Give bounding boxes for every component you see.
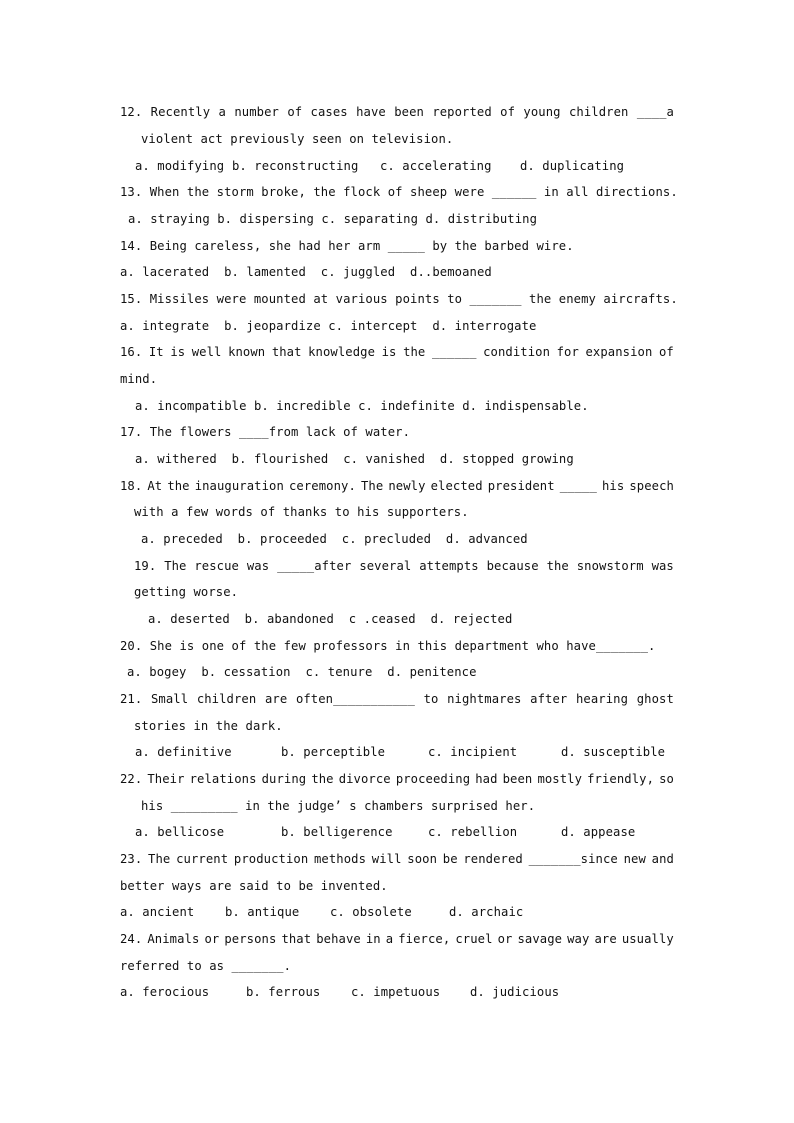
question-21-option-d: d. susceptible (561, 745, 666, 759)
question-15-options: a. integrate b. jeopardize c. intercept d. interrogate (120, 319, 537, 333)
question-23-stem-continued: better ways are said to be invented. (120, 879, 388, 893)
question-12-option-a: a. modifying (135, 159, 225, 173)
question-20-options: a. bogey b. cessation c. tenure d. penitence (127, 665, 477, 679)
question-20-stem: 20. She is one of the few professors in this department who have_______. (120, 639, 656, 653)
question-22-option-b: b. belligerence (281, 825, 393, 839)
question-13-options: a. straying b. dispersing c. separating d. distributing (128, 212, 538, 226)
question-15-stem: 15. Missiles were mounted at various points to _______ the enemy aircrafts. (120, 292, 678, 306)
question-24-stem-continued: referred to as _______. (120, 959, 292, 973)
question-19-stem-continued: getting worse. (134, 585, 239, 599)
question-12-option-d: d. duplicating (520, 159, 625, 173)
question-18-options: a. preceded b. proceeded c. precluded d. advanced (141, 532, 528, 546)
question-17-options: a. withered b. flourished c. vanished d. stopped growing (135, 452, 574, 466)
question-14-options: a. lacerated b. lamented c. juggled d..bemoaned (120, 265, 492, 279)
question-21-option-a: a. definitive (135, 745, 232, 759)
question-21-option-b: b. perceptible (281, 745, 386, 759)
question-16-stem: 16. It is well known that knowledge is the ______ condition for expansion of (120, 345, 674, 359)
question-23-option-a: a. ancient (120, 905, 195, 919)
question-16-options: a. incompatible b. incredible c. indefinite d. indispensable. (135, 399, 589, 413)
question-24-option-a: a. ferocious (120, 985, 210, 999)
question-12-option-c: c. accelerating (380, 159, 492, 173)
question-19-options: a. deserted b. abandoned c .ceased d. rejected (148, 612, 513, 626)
question-17-stem: 17. The flowers ____from lack of water. (120, 425, 411, 439)
question-24-option-d: d. judicious (470, 985, 560, 999)
question-23-stem: 23. The current production methods will soon be rendered _______since new and (120, 852, 674, 866)
question-23-option-d: d. archaic (449, 905, 524, 919)
question-12-stem-continued: violent act previously seen on television. (141, 132, 454, 146)
question-13-stem: 13. When the storm broke, the flock of sheep were ______ in all directions. (120, 185, 678, 199)
question-22-stem: 22. Their relations during the divorce proceeding had been mostly friendly, so (120, 772, 674, 786)
question-21-option-c: c. incipient (428, 745, 518, 759)
question-22-stem-continued: his _________ in the judge’ s chambers surprised her. (141, 799, 536, 813)
question-18-stem-continued: with a few words of thanks to his supporters. (134, 505, 469, 519)
question-22-option-d: d. appease (561, 825, 636, 839)
question-16-stem-continued: mind. (120, 372, 158, 386)
question-24-option-b: b. ferrous (246, 985, 321, 999)
question-24-option-c: c. impetuous (351, 985, 441, 999)
question-12-stem: 12. Recently a number of cases have been reported of young children ____a (120, 105, 674, 119)
question-19-stem: 19. The rescue was _____after several attempts because the snowstorm was (134, 559, 674, 573)
question-22-option-a: a. bellicose (135, 825, 225, 839)
question-23-option-b: b. antique (225, 905, 300, 919)
question-12-option-b: b. reconstructing (232, 159, 359, 173)
question-24-stem: 24. Animals or persons that behave in a fierce, cruel or savage way are usually (120, 932, 674, 946)
question-23-option-c: c. obsolete (330, 905, 412, 919)
question-14-stem: 14. Being careless, she had her arm _____ by the barbed wire. (120, 239, 574, 253)
question-18-stem: 18. At the inauguration ceremony. The newly elected president _____ his speech (120, 479, 674, 493)
question-21-stem-continued: stories in the dark. (134, 719, 283, 733)
question-22-option-c: c. rebellion (428, 825, 518, 839)
question-21-stem: 21. Small children are often___________ to nightmares after hearing ghost (120, 692, 674, 706)
